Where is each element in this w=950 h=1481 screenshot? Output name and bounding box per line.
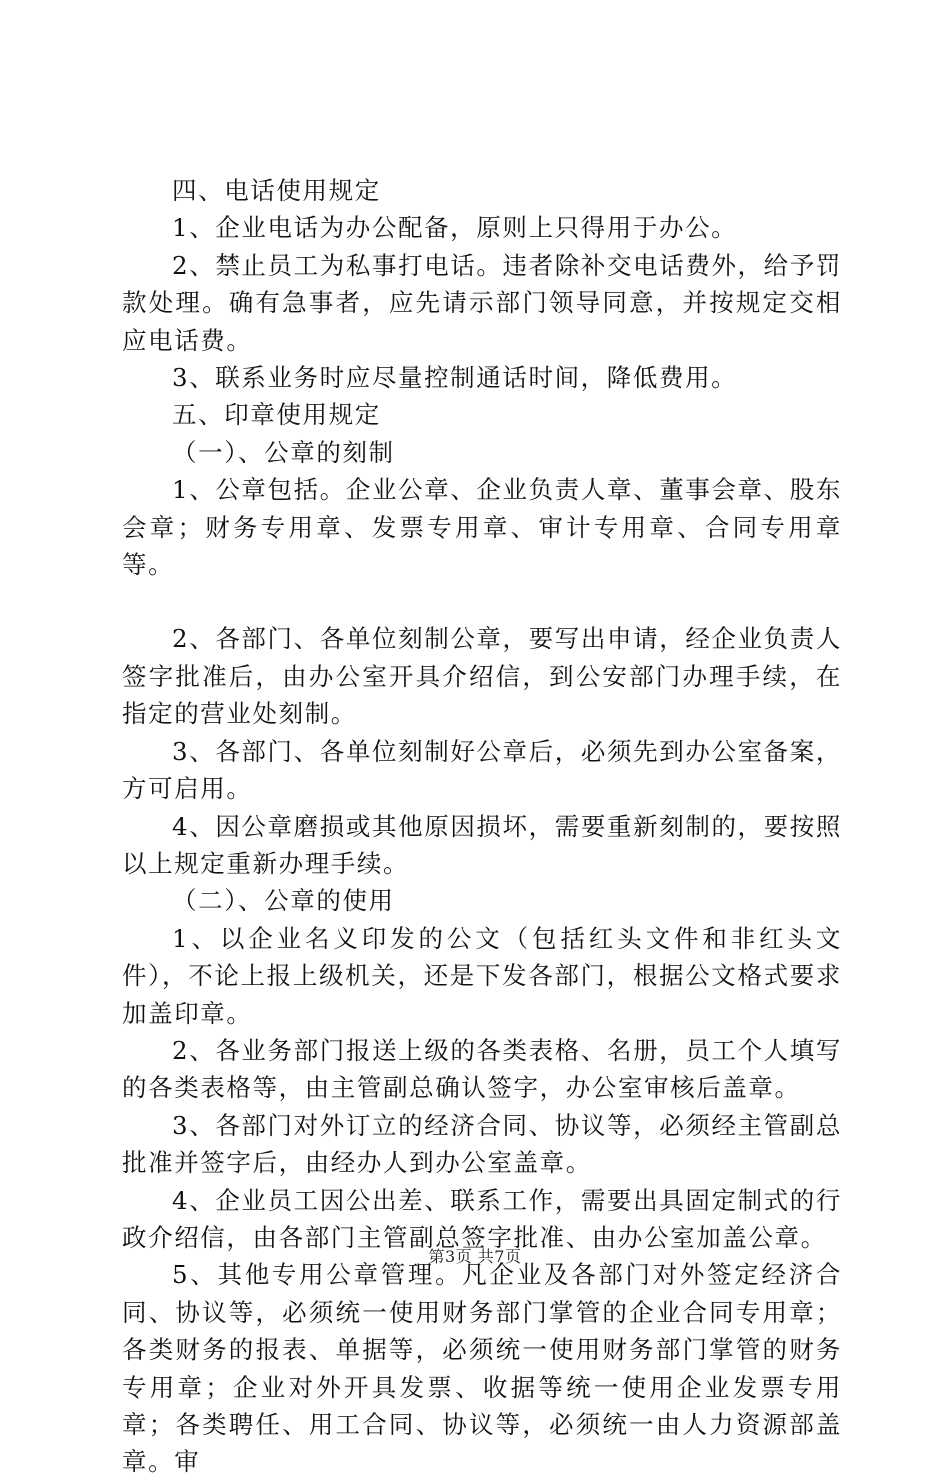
section-heading-seal-rules: 五、印章使用规定	[172, 400, 381, 430]
paragraph: 3、各部门、各单位刻制好公章后，必须先到办公室备案，方可启用。	[122, 736, 842, 804]
paragraph: 2、各部门、各单位刻制公章，要写出申请，经企业负责人签字批准后，由办公室开具介绍信，到公安部门办理手续，在指定的营业处刻制。	[122, 624, 842, 729]
paragraph: 4、因公章磨损或其他原因损坏，需要重新刻制的，要按照以上规定重新办理手续。	[122, 811, 842, 878]
paragraph: 1、公章包括。企业公章、企业负责人章、董事会章、股东会章；财务专用章、发票专用章、审计专用章、合同专用章等。	[122, 475, 842, 580]
paragraph: 1、企业电话为办公配备，原则上只得用于办公。	[172, 213, 738, 243]
paragraph: 3、各部门对外订立的经济合同、协议等，必须经主管副总批准并签字后，由经办人到办公室盖章。	[122, 1110, 842, 1178]
paragraph: 5、其他专用公章管理。凡企业及各部门对外签定经济合同、协议等，必须统一使用财务部门掌管的企业合同专用章；各类财务的报表、单据等，必须统一使用财务部门掌管的财务专用章；企业对外开具发票、收据等统一使用企业发票专用章；各类聘任、用工合同、协议等，必须统一由人力资源部盖章。审	[122, 1260, 842, 1477]
document-body	[122, 172, 842, 1481]
subsection-heading-seal-making: （一）、公章的刻制	[172, 437, 395, 467]
paragraph: 3、联系业务时应尽量控制通话时间，降低费用。	[172, 363, 738, 393]
paragraph: 4、企业员工因公出差、联系工作，需要出具固定制式的行政介绍信，由各部门主管副总签字批准、由办公室加盖公章。	[122, 1185, 842, 1252]
section-heading-phone-rules: 四、电话使用规定	[172, 176, 381, 205]
paragraph: 1、以企业名义印发的公文（包括红头文件和非红头文件），不论上报上级机关，还是下发各部门，根据公文格式要求加盖印章。	[122, 923, 842, 1028]
paragraph: 2、禁止员工为私事打电话。违者除补交电话费外，给予罚款处理。确有急事者，应先请示部门领导同意，并按规定交相应电话费。	[122, 250, 842, 355]
subsection-heading-seal-usage: （二）、公章的使用	[172, 886, 395, 916]
paragraph: 2、各业务部门报送上级的各类表格、名册，员工个人填写的各类表格等，由主管副总确认签字，办公室审核后盖章。	[122, 1035, 842, 1103]
page-number-footer: 第3页 共7页	[428, 1247, 522, 1266]
